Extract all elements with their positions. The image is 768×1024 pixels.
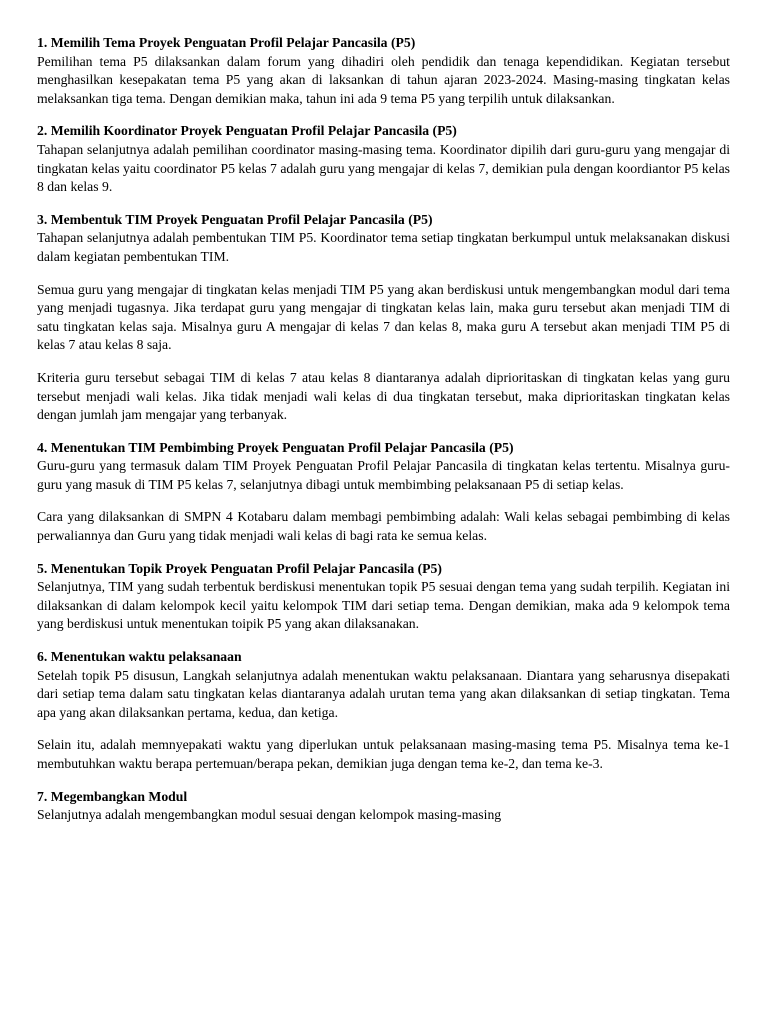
section-paragraph: Tahapan selanjutnya adalah pembentukan TIM P5. Koordinator tema setiap tingkatan berkumpul untuk melaksanakan diskusi dalam kegiatan pembentukan TIM. (37, 230, 730, 264)
section-7 (37, 788, 730, 825)
section-2 (37, 122, 730, 196)
section-heading: 7. Megembangkan Modul (37, 788, 188, 804)
section-paragraph: Kriteria guru tersebut sebagai TIM di kelas 7 atau kelas 8 diantaranya adalah diprioritaskan di tingkatan kelas yang guru tersebut menjadi wali kelas. Jika tidak menjadi wali kelas di dua tingkatan tersebut, maka diprioritaskan tingkatan kelas dengan jumlah jam mengajar yang terbanyak. (37, 369, 730, 423)
section-heading: 4. Menentukan TIM Pembimbing Proyek Penguatan Profil Pelajar Pancasila (P5) (37, 439, 514, 455)
section-paragraph: Selanjutnya adalah mengembangkan modul sesuai dengan kelompok masing-masing (37, 807, 502, 823)
section-paragraph: Pemilihan tema P5 dilaksankan dalam forum yang dihadiri oleh pendidik dan tenaga kependidikan. Kegiatan tersebut menghasilkan kesepakatan tema P5 yang akan di laksankan di tahun ajaran 2023-2024. Masing-masing tingkatan kelas melaksankan tiga tema. Dengan demikian maka, tahun ini ada 9 tema P5 yang terpilih untuk dilaksankan. (37, 53, 730, 106)
section-paragraph: Cara yang dilaksankan di SMPN 4 Kotabaru dalam membagi pembimbing adalah: Wali kelas sebagai pembimbing di kelas perwaliannya dan Guru yang tidak menjadi wali kelas di bagi rata ke semua kelas. (37, 509, 730, 544)
section-heading: 5. Menentukan Topik Proyek Penguatan Profil Pelajar Pancasila (P5) (37, 560, 442, 576)
section-heading: 2. Memilih Koordinator Proyek Penguatan Profil Pelajar Pancasila (P5) (37, 123, 457, 139)
section-4 (37, 439, 730, 546)
section-5 (37, 560, 730, 634)
section-heading: 3. Membentuk TIM Proyek Penguatan Profil Pelajar Pancasila (P5) (37, 211, 433, 227)
section-paragraph: Tahapan selanjutnya adalah pemilihan coordinator masing-masing tema. Koordinator dipilih dari guru-guru yang mengajar di tingkatan kelas yaitu coordinator P5 kelas 7 adalah guru yang mengajar di kelas 7, demikian pula dengan koordiantor P5 kelas 8 dan kelas 9. (37, 141, 730, 195)
section-heading: 1. Memilih Tema Proyek Penguatan Profil Pelajar Pancasila (P5) (37, 35, 416, 50)
section-paragraph: Selanjutnya, TIM yang sudah terbentuk berdiskusi menentukan topik P5 sesuai dengan tema yang sudah terpilih. Kegiatan ini dilaksankan di dalam kelompok kecil yaitu kelompok TIM dari setiap tema. Dengan demikian, maka ada 9 kelompok tema yang berdiskusi untuk menentukan toipik P5 yang akan dilaksanakan. (37, 579, 730, 632)
section-paragraph: Setelah topik P5 disusun, Langkah selanjutnya adalah menentukan waktu pelaksanaan. Diantara yang seharusnya disepakati dari setiap tema dalam satu tingkatan kelas diantaranya adalah urutan tema yang akan dilaksankan di setiap tingkatan. Tema apa yang akan dilaksankan pertama, kedua, dan ketiga. (37, 667, 730, 720)
section-paragraph: Semua guru yang mengajar di tingkatan kelas menjadi TIM P5 yang akan berdiskusi untuk mengembangkan modul dari tema yang menjadi tugasnya. Jika terdapat guru yang mengajar di tingkatan kelas lain, maka guru tersebut akan menjadi TIM di satu tingkatan kelas saja. Misalnya guru A mengajar di kelas 7 dan kelas 8, maka guru A tersebut akan menjadi TIM P5 di kelas 7 atau kelas 8 saja. (37, 281, 730, 353)
section-paragraph: Selain itu, adalah memnyepakati waktu yang diperlukan untuk pelaksanaan masing-masing tema P5. Misalnya tema ke-1 membutuhkan waktu berapa pertemuan/berapa pekan, demikian juga dengan tema ke-2, dan tema ke-3. (37, 737, 730, 771)
section-paragraph: Guru-guru yang termasuk dalam TIM Proyek Penguatan Profil Pelajar Pancasila di tingkatan kelas tertentu. Misalnya guru-guru yang masuk di TIM P5 kelas 7, selanjutnya dibagi untuk membimbing pelaksanaan P5 di setiap kelas. (37, 458, 730, 492)
section-1 (37, 34, 730, 108)
section-3 (37, 211, 730, 425)
section-heading: 6. Menentukan waktu pelaksanaan (37, 649, 242, 665)
section-6 (37, 648, 730, 774)
